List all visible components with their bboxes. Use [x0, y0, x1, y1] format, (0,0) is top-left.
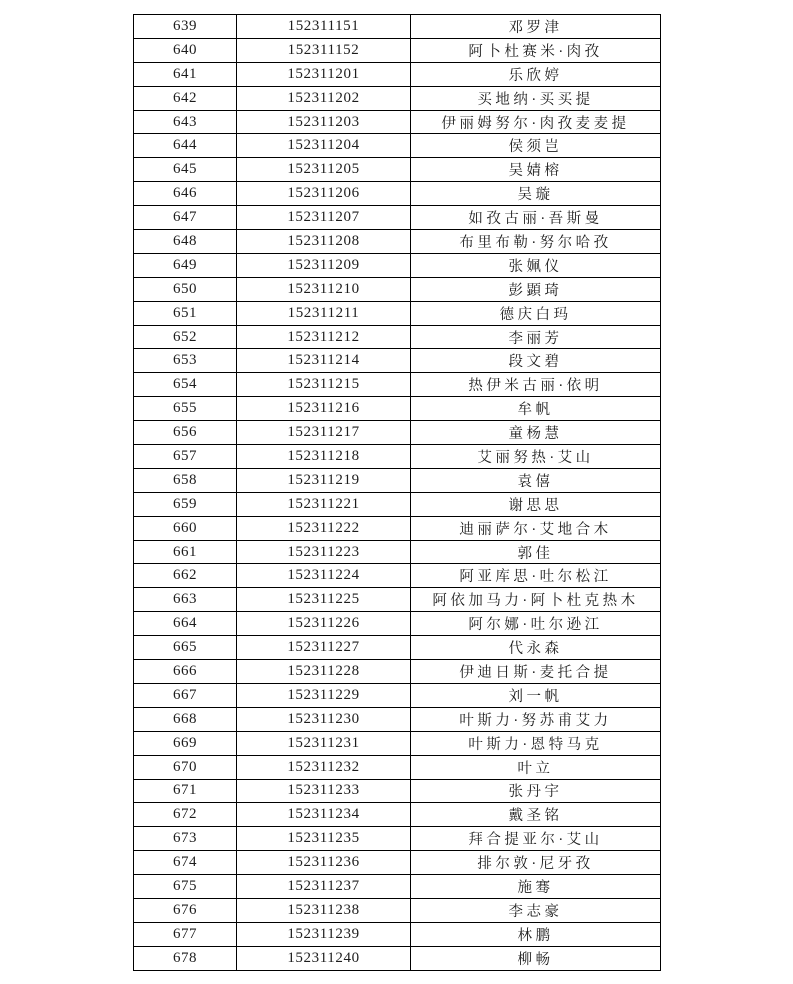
table-row [134, 636, 661, 660]
serial-cell: 676 [134, 898, 237, 922]
id-cell: 152311239 [237, 922, 411, 946]
table-row [134, 253, 661, 277]
name-cell: 施骞 [411, 875, 661, 899]
table-row [134, 755, 661, 779]
serial-cell: 653 [134, 349, 237, 373]
name-cell: 张丹宇 [411, 779, 661, 803]
table-row [134, 134, 661, 158]
id-cell: 152311152 [237, 38, 411, 62]
table-row [134, 110, 661, 134]
id-cell: 152311232 [237, 755, 411, 779]
name-cell: 刘一帆 [411, 683, 661, 707]
id-cell: 152311214 [237, 349, 411, 373]
name-cell: 叶立 [411, 755, 661, 779]
table-row [134, 898, 661, 922]
table-row [134, 851, 661, 875]
table-row [134, 445, 661, 469]
table-row [134, 564, 661, 588]
name-cell: 买地纳·买买提 [411, 86, 661, 110]
name-cell: 阿亚库思·吐尔松江 [411, 564, 661, 588]
table-row [134, 397, 661, 421]
serial-cell: 658 [134, 468, 237, 492]
table-row [134, 731, 661, 755]
name-cell: 阿尔娜·吐尔逊江 [411, 612, 661, 636]
name-cell: 热伊米古丽·依明 [411, 373, 661, 397]
id-cell: 152311216 [237, 397, 411, 421]
table-row [134, 421, 661, 445]
serial-cell: 657 [134, 445, 237, 469]
table-row [134, 325, 661, 349]
name-cell: 如孜古丽·吾斯曼 [411, 206, 661, 230]
id-cell: 152311240 [237, 946, 411, 970]
id-cell: 152311217 [237, 421, 411, 445]
serial-cell: 641 [134, 62, 237, 86]
name-cell: 侯须岂 [411, 134, 661, 158]
serial-cell: 639 [134, 15, 237, 39]
id-cell: 152311215 [237, 373, 411, 397]
name-cell: 艾丽努热·艾山 [411, 445, 661, 469]
table-row [134, 373, 661, 397]
table-row [134, 86, 661, 110]
name-cell: 吴璇 [411, 182, 661, 206]
id-cell: 152311226 [237, 612, 411, 636]
name-cell: 童杨慧 [411, 421, 661, 445]
table-row [134, 875, 661, 899]
serial-cell: 666 [134, 660, 237, 684]
name-cell: 代永森 [411, 636, 661, 660]
name-cell: 叶斯力·恩特马克 [411, 731, 661, 755]
id-cell: 152311236 [237, 851, 411, 875]
serial-cell: 675 [134, 875, 237, 899]
table-row [134, 707, 661, 731]
id-cell: 152311223 [237, 540, 411, 564]
serial-cell: 668 [134, 707, 237, 731]
table-row [134, 349, 661, 373]
id-cell: 152311234 [237, 803, 411, 827]
serial-cell: 655 [134, 397, 237, 421]
serial-cell: 656 [134, 421, 237, 445]
table-row [134, 779, 661, 803]
name-cell: 伊迪日斯·麦托合提 [411, 660, 661, 684]
name-cell: 邓罗津 [411, 15, 661, 39]
name-cell: 吴婧榕 [411, 158, 661, 182]
table-row [134, 540, 661, 564]
id-cell: 152311227 [237, 636, 411, 660]
serial-cell: 646 [134, 182, 237, 206]
id-cell: 152311211 [237, 301, 411, 325]
table-row [134, 803, 661, 827]
id-cell: 152311204 [237, 134, 411, 158]
id-cell: 152311224 [237, 564, 411, 588]
name-cell: 阿卜杜赛米·肉孜 [411, 38, 661, 62]
name-cell: 叶斯力·努苏甫艾力 [411, 707, 661, 731]
table-row [134, 62, 661, 86]
serial-cell: 661 [134, 540, 237, 564]
serial-cell: 664 [134, 612, 237, 636]
id-cell: 152311206 [237, 182, 411, 206]
name-cell: 布里布勒·努尔哈孜 [411, 230, 661, 254]
id-cell: 152311218 [237, 445, 411, 469]
name-cell: 迪丽萨尔·艾地合木 [411, 516, 661, 540]
name-cell: 乐欣婷 [411, 62, 661, 86]
id-cell: 152311207 [237, 206, 411, 230]
serial-cell: 663 [134, 588, 237, 612]
serial-cell: 677 [134, 922, 237, 946]
serial-cell: 665 [134, 636, 237, 660]
name-cell: 林鹏 [411, 922, 661, 946]
table-row [134, 946, 661, 970]
id-cell: 152311231 [237, 731, 411, 755]
name-cell: 张姵仪 [411, 253, 661, 277]
id-cell: 152311221 [237, 492, 411, 516]
id-cell: 152311235 [237, 827, 411, 851]
id-cell: 152311209 [237, 253, 411, 277]
table-row [134, 182, 661, 206]
name-cell: 排尔敦·尼牙孜 [411, 851, 661, 875]
table-row [134, 277, 661, 301]
serial-cell: 672 [134, 803, 237, 827]
name-cell: 郭佳 [411, 540, 661, 564]
name-cell: 段文碧 [411, 349, 661, 373]
id-cell: 152311201 [237, 62, 411, 86]
serial-cell: 648 [134, 230, 237, 254]
id-cell: 152311228 [237, 660, 411, 684]
name-cell: 牟帆 [411, 397, 661, 421]
id-cell: 152311237 [237, 875, 411, 899]
table-row [134, 588, 661, 612]
serial-cell: 642 [134, 86, 237, 110]
table-row [134, 683, 661, 707]
id-cell: 152311202 [237, 86, 411, 110]
table-row [134, 468, 661, 492]
name-cell: 戴圣铭 [411, 803, 661, 827]
serial-cell: 674 [134, 851, 237, 875]
name-cell: 阿依加马力·阿卜杜克热木 [411, 588, 661, 612]
serial-cell: 667 [134, 683, 237, 707]
id-cell: 152311151 [237, 15, 411, 39]
serial-cell: 673 [134, 827, 237, 851]
serial-cell: 662 [134, 564, 237, 588]
table-row [134, 660, 661, 684]
id-cell: 152311238 [237, 898, 411, 922]
serial-cell: 669 [134, 731, 237, 755]
table-row [134, 827, 661, 851]
name-cell: 柳畅 [411, 946, 661, 970]
serial-cell: 645 [134, 158, 237, 182]
serial-cell: 660 [134, 516, 237, 540]
serial-cell: 647 [134, 206, 237, 230]
table-row [134, 15, 661, 39]
id-cell: 152311212 [237, 325, 411, 349]
id-cell: 152311222 [237, 516, 411, 540]
table-row [134, 206, 661, 230]
serial-cell: 650 [134, 277, 237, 301]
name-cell: 伊丽姆努尔·肉孜麦麦提 [411, 110, 661, 134]
id-cell: 152311233 [237, 779, 411, 803]
id-cell: 152311205 [237, 158, 411, 182]
id-cell: 152311225 [237, 588, 411, 612]
serial-cell: 678 [134, 946, 237, 970]
name-cell: 谢思思 [411, 492, 661, 516]
name-cell: 德庆白玛 [411, 301, 661, 325]
serial-cell: 671 [134, 779, 237, 803]
roster-table-body [134, 15, 661, 971]
serial-cell: 659 [134, 492, 237, 516]
name-cell: 袁僖 [411, 468, 661, 492]
serial-cell: 652 [134, 325, 237, 349]
name-cell: 李丽芳 [411, 325, 661, 349]
name-cell: 彭顕琦 [411, 277, 661, 301]
name-cell: 拜合提亚尔·艾山 [411, 827, 661, 851]
serial-cell: 640 [134, 38, 237, 62]
serial-cell: 649 [134, 253, 237, 277]
id-cell: 152311203 [237, 110, 411, 134]
table-row [134, 230, 661, 254]
id-cell: 152311230 [237, 707, 411, 731]
id-cell: 152311210 [237, 277, 411, 301]
id-cell: 152311219 [237, 468, 411, 492]
table-row [134, 301, 661, 325]
serial-cell: 651 [134, 301, 237, 325]
table-row [134, 158, 661, 182]
table-row [134, 612, 661, 636]
id-cell: 152311208 [237, 230, 411, 254]
roster-table [133, 14, 661, 971]
table-row [134, 38, 661, 62]
serial-cell: 654 [134, 373, 237, 397]
table-row [134, 516, 661, 540]
id-cell: 152311229 [237, 683, 411, 707]
table-row [134, 922, 661, 946]
serial-cell: 644 [134, 134, 237, 158]
serial-cell: 643 [134, 110, 237, 134]
table-row [134, 492, 661, 516]
name-cell: 李志豪 [411, 898, 661, 922]
serial-cell: 670 [134, 755, 237, 779]
